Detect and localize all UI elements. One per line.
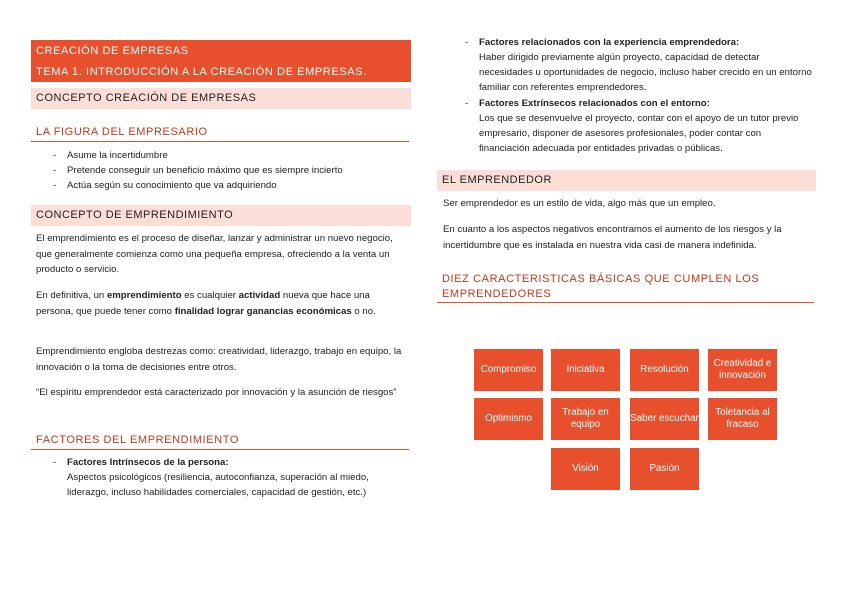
list-item xyxy=(443,96,813,156)
paragraph-destrezas: Emprendimiento engloba destrezas como: creatividad, liderazgo, trabajo en equipo, la innovación o la toma de decisiones entre otros. xyxy=(36,346,402,373)
box-saber-escuchar: Saber escuchar xyxy=(630,398,699,440)
list-item: - Asume la incertidumbre xyxy=(31,148,411,163)
section-concepto-emprendimiento: CONCEPTO DE EMPRENDIMIENTO xyxy=(31,205,411,226)
text-span: En definitiva, un xyxy=(36,290,107,301)
paragraph-aspectos-negativos: En cuanto a los aspectos negativos encontramos el aumento de los riesgos y la incertidumbre que es instalada en nuestra vida casi de manera indefinida. xyxy=(443,224,782,251)
factor-title: Factores Intrínsecos de la persona: xyxy=(67,457,229,468)
header-banner xyxy=(31,40,411,82)
list-item: - Actúa según su conocimiento que va adquiriendo xyxy=(31,178,411,193)
factor-text: Los que se desenvuelve el proyecto, contar con el apoyo de un tutor previo empresario, disponer de asesores profesionales, poder contar con financiación adecuada por entidades privadas o públicas. xyxy=(479,113,799,154)
text-span: nueva que hace una persona, que puede tener como xyxy=(36,290,370,317)
text-span: es cualquier xyxy=(181,290,239,301)
list-item: - Pretende conseguir un beneficio máximo que es siempre incierto xyxy=(31,163,411,178)
paragraph-cita: “El espíritu emprendedor está caracterizado por innovación y la asunción de riesgos” xyxy=(36,387,397,398)
paragraph-definicion: El emprendimiento es el proceso de diseñar, lanzar y administrar un nuevo negocio, que generalmente comienza como una pequeña empresa, ofreciendo a la venta un producto o servicio. xyxy=(36,233,393,275)
box-resolucion: Resolución xyxy=(630,349,699,391)
section-diez-caracteristicas: DIEZ CARACTERISTICAS BÁSICAS QUE CUMPLEN LOS EMPRENDEDORES xyxy=(437,270,814,303)
section-factores: FACTORES DEL EMPRENDIMIENTO xyxy=(31,434,409,450)
factores-list-right xyxy=(443,35,813,156)
section-concepto-creacion: CONCEPTO CREACIÓN DE EMPRESAS xyxy=(31,88,411,109)
course-title: CREACIÓN DE EMPRESAS xyxy=(36,45,189,57)
list-item xyxy=(443,35,813,95)
box-tolerancia: Toletancia al fracaso xyxy=(708,398,777,440)
topic-title: TEMA 1. INTRODUCCIÓN A LA CREACIÓN DE EMPRESAS. xyxy=(36,66,367,78)
box-vision: Visión xyxy=(551,448,620,490)
factor-title: Factores Extrínsecos relacionados con el entorno: xyxy=(479,98,710,109)
box-creatividad: Creatividad e innovación xyxy=(708,349,777,391)
box-compromiso: Compromiso xyxy=(474,349,543,391)
list-item xyxy=(31,455,391,500)
section-figura-empresario: LA FIGURA DEL EMPRESARIO xyxy=(31,126,409,142)
box-pasion: Pasión xyxy=(630,448,699,490)
factor-title: Factores relacionados con la experiencia emprendedora: xyxy=(479,37,740,48)
box-iniciativa: Iniciativa xyxy=(551,349,620,391)
paragraph-estilo-vida: Ser emprendedor es un estilo de vida, algo más que un empleo. xyxy=(443,198,716,209)
box-optimismo: Optimismo xyxy=(474,398,543,440)
bold-span: actividad xyxy=(238,290,281,301)
box-trabajo-equipo: Trabajo en equipo xyxy=(551,398,620,440)
bold-span: emprendimiento xyxy=(106,290,182,301)
text-span: o no. xyxy=(351,305,376,317)
section-emprendedor: EL EMPRENDEDOR xyxy=(437,170,816,191)
factor-text: Aspectos psicológicos (resiliencia, autoconfianza, superación al miedo, liderazgo, incluso habilidades comerciales, capacidad de gestión, etc.) xyxy=(67,472,369,498)
bold-span: finalidad lograr ganancias económicas xyxy=(174,305,352,317)
paragraph-en-definitiva xyxy=(36,288,408,319)
figura-list xyxy=(31,148,411,193)
factores-list-left xyxy=(31,455,391,500)
factor-text: Haber dirigido previamente algún proyecto, capacidad de detectar necesidades u oportunidades de negocio, incluso haber crecido en un entorno familiar con referentes emprendedores. xyxy=(479,52,812,93)
